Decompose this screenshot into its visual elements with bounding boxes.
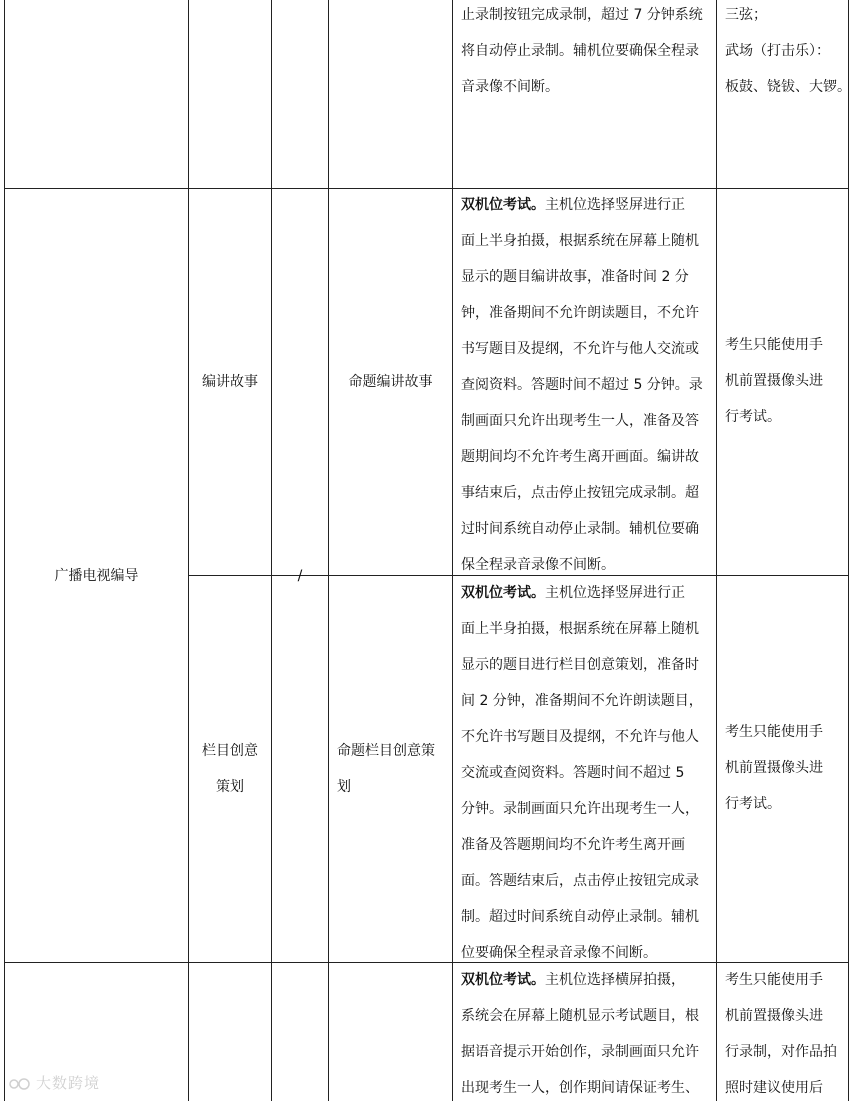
watermark — [8, 1072, 100, 1093]
program-item-line: 策划 — [216, 779, 244, 795]
top-req-line: 音录像不间断。 — [461, 79, 559, 95]
program-content-cell — [337, 733, 435, 805]
bottom-req-bold: 双机位考试。 — [461, 972, 545, 988]
program-req-line: 准备及答题期间均不允许考生离开画 — [461, 837, 685, 853]
story-req-line: 事结束后，点击停止按钮完成录制。超 — [461, 485, 699, 501]
top-note-line: 三弦； — [725, 7, 767, 23]
program-req-line: 不允许书写题目及提纲，不允许与他人 — [461, 729, 699, 745]
story-item: 编讲故事 — [202, 374, 258, 390]
story-req-line: 书写题目及提纲，不允许与他人交流或 — [461, 341, 699, 357]
bottom-requirements-cell — [461, 962, 699, 1106]
story-req-line: 制画面只允许出现考生一人，准备及答 — [461, 413, 699, 429]
major-name: 广播电视编导 — [54, 567, 139, 584]
program-requirements-cell — [461, 575, 703, 971]
top-requirements-cell — [461, 0, 703, 105]
watermark-logo-icon — [8, 1075, 32, 1093]
program-content-line: 命题栏目创意策 — [337, 743, 435, 759]
story-req-line: 面上半身拍摄，根据系统在屏幕上随机 — [461, 233, 699, 249]
top-note-line: 板鼓、铙钹、大锣。 — [725, 79, 851, 95]
major-cell — [5, 189, 188, 962]
bottom-req-line: 系统会在屏幕上随机显示考试题目，根 — [461, 1008, 699, 1024]
story-note-cell — [725, 327, 823, 435]
story-note-line: 机前置摄像头进 — [725, 373, 823, 389]
top-req-line: 将自动停止录制。辅机位要确保全程录 — [461, 43, 699, 59]
top-note-cell — [725, 0, 851, 105]
slash-mark: / — [297, 567, 303, 584]
program-req-first-line — [461, 575, 703, 611]
bottom-req-line: 出现考生一人，创作期间请保证考生、 — [461, 1080, 699, 1096]
bottom-req-first-line — [461, 962, 699, 998]
top-note-line: 武场（打击乐）： — [725, 43, 830, 59]
program-req-line: 间 2 分钟，准备期间不允许朗读题目， — [461, 693, 703, 709]
program-note-cell — [725, 714, 823, 822]
story-item-cell — [189, 189, 271, 575]
program-item-cell — [189, 576, 271, 962]
program-req-bold: 双机位考试。 — [461, 585, 545, 601]
program-note-line: 行考试。 — [725, 796, 781, 812]
col-divider-4 — [452, 0, 453, 1101]
program-req-line: 位要确保全程录音录像不间断。 — [461, 945, 657, 961]
story-req-first-rest: 主机位选择竖屏进行正 — [545, 197, 685, 213]
story-requirements-cell — [461, 187, 703, 583]
program-req-line: 面。答题结束后，点击停止按钮完成录 — [461, 873, 699, 889]
bottom-req-first-rest: 主机位选择横屏拍摄， — [545, 972, 685, 988]
watermark-text: 大数跨境 — [36, 1074, 101, 1092]
bottom-req-line: 据语音提示开始创作，录制画面只允许 — [461, 1044, 699, 1060]
top-req-line: 止录制按钮完成录制，超过 7 分钟系统 — [461, 7, 703, 23]
bottom-note-cell — [725, 962, 837, 1106]
story-note-line: 考生只能使用手 — [725, 337, 823, 353]
col-border-right — [848, 0, 849, 1101]
story-req-line: 查阅资料。答题时间不超过 5 分钟。录 — [461, 377, 703, 393]
row-divider-3 — [4, 962, 848, 963]
program-content-line: 划 — [337, 779, 351, 795]
program-note-line: 考生只能使用手 — [725, 724, 823, 740]
program-req-line: 面上半身拍摄，根据系统在屏幕上随机 — [461, 621, 699, 637]
story-content-cell — [329, 189, 452, 575]
bottom-note-line: 照时建议使用后 — [725, 1080, 823, 1096]
slash-cell — [272, 189, 328, 962]
story-req-line: 显示的题目编讲故事，准备时间 2 分 — [461, 269, 689, 285]
story-req-line: 过时间系统自动停止录制。辅机位要确 — [461, 521, 699, 537]
story-req-first-line — [461, 187, 703, 223]
story-content: 命题编讲故事 — [348, 374, 433, 390]
program-req-line: 交流或查阅资料。答题时间不超过 5 — [461, 765, 685, 781]
story-req-line: 题期间均不允许考生离开画面。编讲故 — [461, 449, 699, 465]
story-req-bold: 双机位考试。 — [461, 197, 545, 213]
col-divider-5 — [716, 0, 717, 1101]
program-item-line: 栏目创意 — [202, 743, 258, 759]
program-req-line: 显示的题目进行栏目创意策划，准备时 — [461, 657, 699, 673]
story-req-line: 钟，准备期间不允许朗读题目，不允许 — [461, 305, 699, 321]
program-req-first-rest: 主机位选择竖屏进行正 — [545, 585, 685, 601]
story-req-line: 保全程录音录像不间断。 — [461, 557, 615, 573]
story-note-line: 行考试。 — [725, 409, 781, 425]
bottom-note-line: 机前置摄像头进 — [725, 1008, 823, 1024]
program-req-line: 分钟。录制画面只允许出现考生一人， — [461, 801, 699, 817]
program-note-line: 机前置摄像头进 — [725, 760, 823, 776]
program-req-line: 制。超过时间系统自动停止录制。辅机 — [461, 909, 699, 925]
bottom-note-line: 行录制，对作品拍 — [725, 1044, 837, 1060]
bottom-note-line: 考生只能使用手 — [725, 972, 823, 988]
